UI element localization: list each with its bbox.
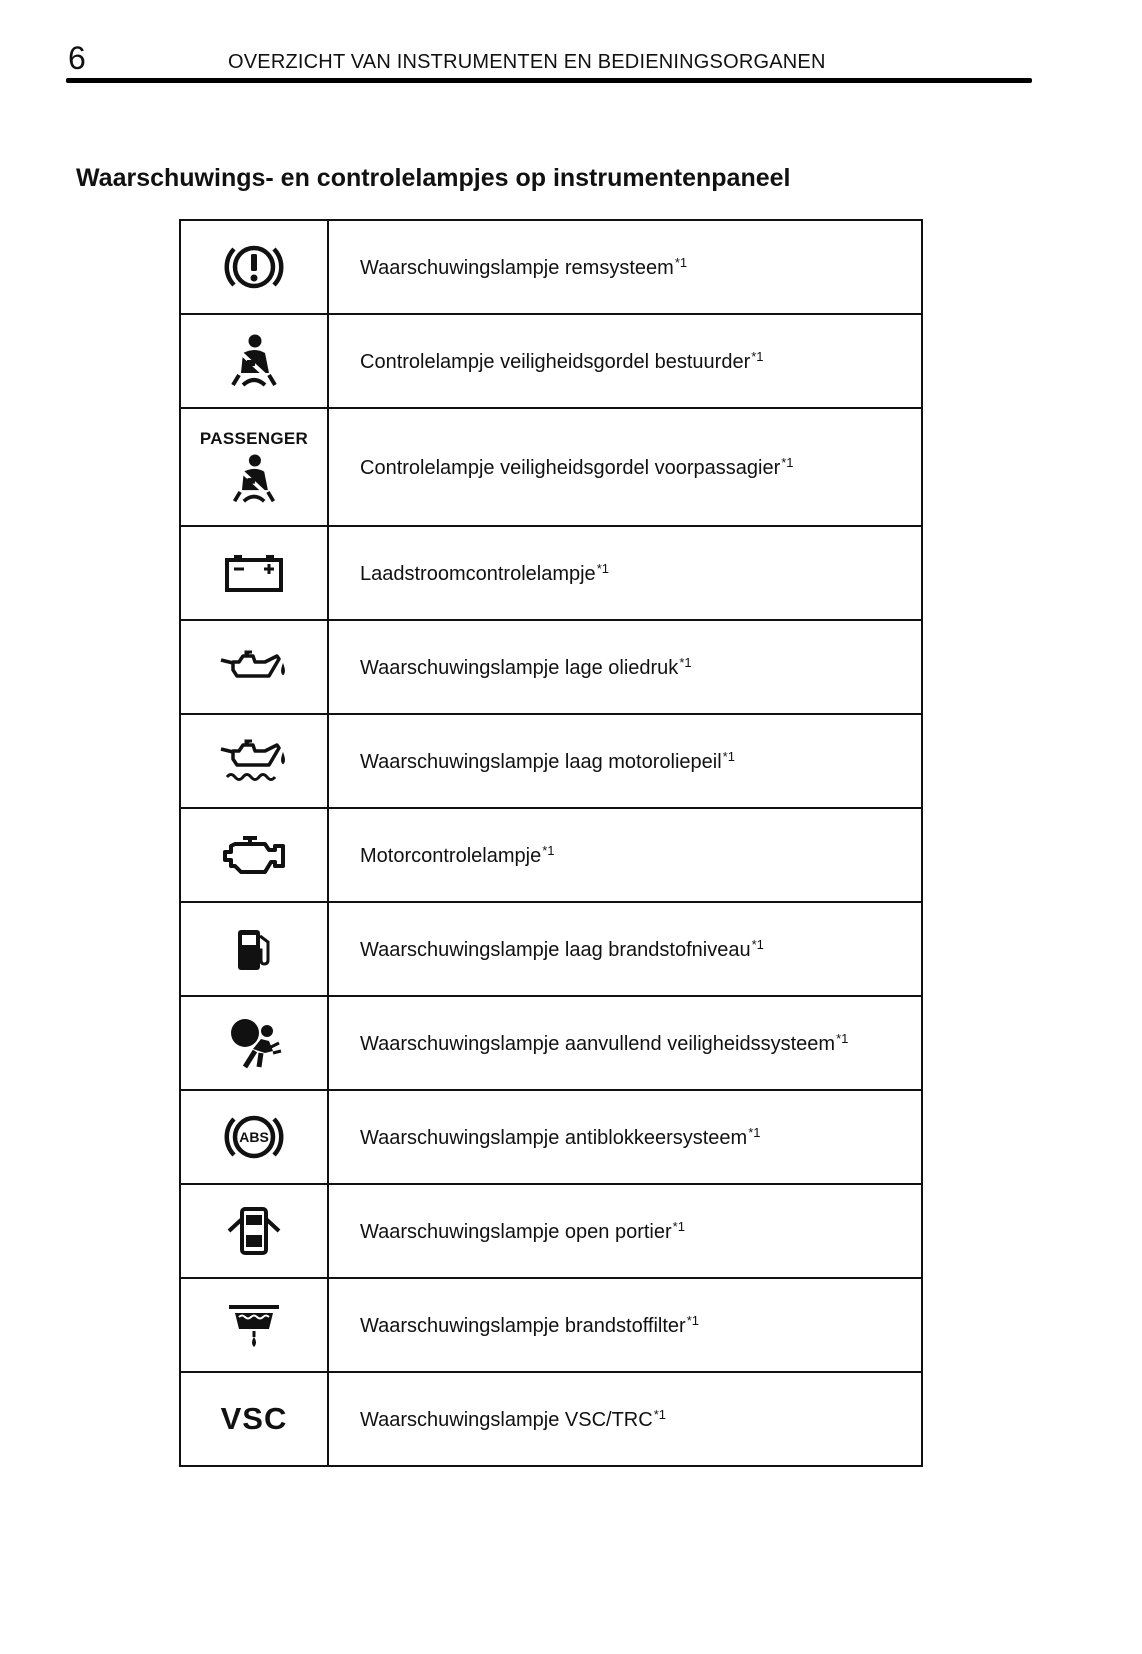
seatbelt-driver-icon xyxy=(181,333,327,389)
icon-cell xyxy=(180,1372,328,1466)
footnote-marker: *1 xyxy=(751,936,764,952)
icon-cell xyxy=(180,526,328,620)
icon-cell xyxy=(180,1090,328,1184)
vsc-icon: VSC xyxy=(220,1401,288,1436)
lamp-description: Waarschuwingslampje lage oliedruk$^{*1}$ xyxy=(328,620,922,714)
table-row xyxy=(180,408,922,526)
lamp-description: Laadstroomcontrolelampje$^{*1}$ xyxy=(328,526,922,620)
icon-cell xyxy=(180,314,328,408)
lamp-description: Waarschuwingslampje antiblokkeersysteem$^{*1}$ xyxy=(328,1090,922,1184)
section-title: Waarschuwings- en controlelampjes op instrumentenpaneel xyxy=(76,164,791,192)
lamp-description: Controlelampje veiligheidsgordel bestuurder$^{*1}$ xyxy=(328,314,922,408)
footnote-marker: *1 xyxy=(679,654,692,670)
fuel-filter-icon xyxy=(181,1299,327,1351)
lamp-description: Waarschuwingslampje brandstoffilter$^{*1}$ xyxy=(328,1278,922,1372)
footnote-marker: *1 xyxy=(781,454,794,470)
footnote-marker: *1 xyxy=(722,748,735,764)
lamp-description: Motorcontrolelampje$^{*1}$ xyxy=(328,808,922,902)
engine-check-icon xyxy=(181,834,327,876)
header-rule xyxy=(66,78,1032,83)
table-row xyxy=(180,1372,922,1466)
icon-cell xyxy=(180,1184,328,1278)
abs-label: ABS xyxy=(239,1129,269,1145)
footnote-marker: *1 xyxy=(686,1312,699,1328)
oil-pressure-icon xyxy=(181,650,327,684)
brake-system-icon xyxy=(181,239,327,295)
page-number: 6 xyxy=(68,40,86,76)
table-row xyxy=(180,1278,922,1372)
table-row xyxy=(180,620,922,714)
footnote-marker: *1 xyxy=(653,1406,666,1422)
table-row xyxy=(180,1090,922,1184)
icon-cell xyxy=(180,620,328,714)
icon-cell xyxy=(180,408,328,526)
footnote-marker: *1 xyxy=(542,842,555,858)
battery-charge-icon xyxy=(181,553,327,593)
lamp-description: Waarschuwingslampje aanvullend veiligheidssysteem$^{*1}$ xyxy=(328,996,922,1090)
footnote-marker: *1 xyxy=(596,560,609,576)
running-header: OVERZICHT VAN INSTRUMENTEN EN BEDIENINGSORGANEN xyxy=(228,51,826,73)
table-row xyxy=(180,996,922,1090)
table-row xyxy=(180,314,922,408)
passenger-label: PASSENGER xyxy=(199,429,309,448)
icon-cell xyxy=(180,996,328,1090)
warning-lamp-table xyxy=(179,219,923,1467)
footnote-marker: *1 xyxy=(748,1124,761,1140)
lamp-description: Waarschuwingslampje remsysteem$^{*1}$ xyxy=(328,220,922,314)
fuel-pump-icon xyxy=(181,926,327,972)
icon-cell xyxy=(180,714,328,808)
footnote-marker: *1 xyxy=(672,1218,685,1234)
table-row xyxy=(180,526,922,620)
icon-cell xyxy=(180,1278,328,1372)
table-row xyxy=(180,714,922,808)
icon-cell xyxy=(180,220,328,314)
seatbelt-passenger-icon xyxy=(181,453,327,505)
airbag-icon xyxy=(181,1017,327,1069)
table-row xyxy=(180,1184,922,1278)
icon-cell xyxy=(180,902,328,996)
icon-cell xyxy=(180,808,328,902)
table-row xyxy=(180,220,922,314)
open-door-icon xyxy=(181,1205,327,1257)
lamp-description: Waarschuwingslampje open portier$^{*1}$ xyxy=(328,1184,922,1278)
table-row xyxy=(180,902,922,996)
table-row xyxy=(180,808,922,902)
footnote-marker: *1 xyxy=(751,348,764,364)
oil-level-icon xyxy=(181,739,327,783)
lamp-description: Controlelampje veiligheidsgordel voorpassagier$^{*1}$ xyxy=(328,408,922,526)
footnote-marker: *1 xyxy=(674,254,688,270)
lamp-description: Waarschuwingslampje laag brandstofniveau$^{*1}$ xyxy=(328,902,922,996)
lamp-description: Waarschuwingslampje laag motoroliepeil$^{*1}$ xyxy=(328,714,922,808)
lamp-description: Waarschuwingslampje VSC/TRC$^{*1}$ xyxy=(328,1372,922,1466)
abs-icon xyxy=(181,1109,327,1165)
footnote-marker: *1 xyxy=(836,1030,849,1046)
